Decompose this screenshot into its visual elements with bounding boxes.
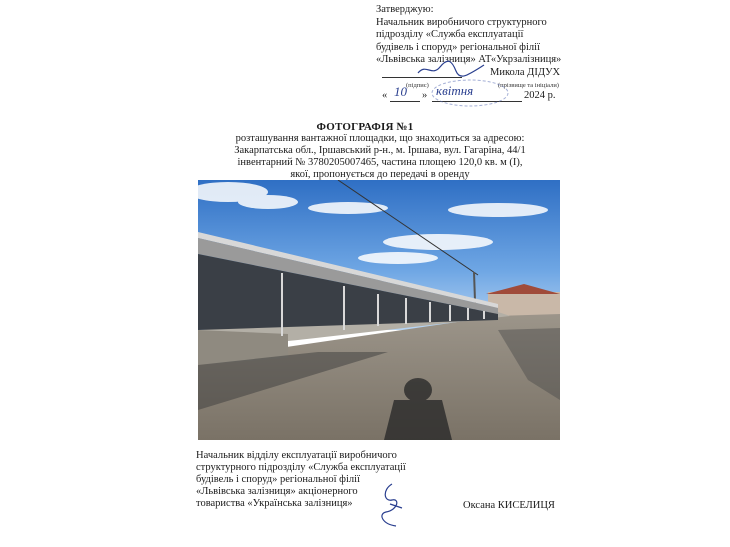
footer-line: товариства «Українська залізниця» — [196, 498, 353, 509]
approval-line: Начальник виробничого структурного — [376, 16, 547, 28]
footer-line: структурного підрозділу «Служба експлуатації — [196, 462, 406, 473]
day-underline — [390, 101, 420, 102]
description-line: Закарпатська обл., Іршавський р-н., м. Іршава, вул. Гагаріна, 44/1 — [234, 145, 526, 156]
footer-block — [196, 450, 456, 510]
approval-signature-row — [376, 67, 716, 80]
document-description — [200, 133, 560, 181]
approval-block — [376, 4, 716, 103]
date-month: квітня — [436, 82, 474, 98]
description-line: якої, пропонується до передачі в оренду — [290, 169, 470, 180]
description-line: розташування вантажної площадки, що знаходиться за адресою: — [235, 133, 525, 144]
footer-line: «Львівська залізниця» акціонерного — [196, 486, 358, 497]
approval-line: Затверджую: — [376, 4, 434, 15]
approval-line: «Львівська залізниця» АТ«Укрзалізниця» — [376, 54, 562, 65]
document-title: ФОТОГРАФІЯ №1 — [316, 121, 414, 133]
date-open-quote: « — [382, 89, 388, 101]
approval-line: підрозділу «Служба експлуатації — [376, 29, 524, 40]
approval-caption-row — [376, 80, 716, 89]
footer-signature-icon — [372, 480, 412, 535]
initials-caption: (прізвище та ініціали) — [498, 81, 559, 89]
stamp-icon — [430, 78, 510, 113]
date-year: 2024 р. — [524, 89, 556, 101]
description-line: інвентарний № 3780205007465, частина площею 120,0 кв. м (І), — [237, 157, 523, 168]
footer-line: будівель і споруд» регіональної філії — [196, 474, 360, 485]
approval-line: будівель і споруд» регіональної філії — [376, 41, 540, 53]
approval-signer-name: Микола ДІДУХ — [490, 66, 561, 78]
site-photo — [198, 180, 560, 440]
footer-signer-name: Оксана КИСЕЛИЦЯ — [463, 500, 555, 511]
date-day: 10 — [394, 83, 407, 99]
footer-line: Начальник відділу експлуатації виробничого — [196, 450, 397, 461]
signature-caption: (підпис) — [406, 81, 429, 89]
date-close-quote: » — [422, 89, 428, 101]
